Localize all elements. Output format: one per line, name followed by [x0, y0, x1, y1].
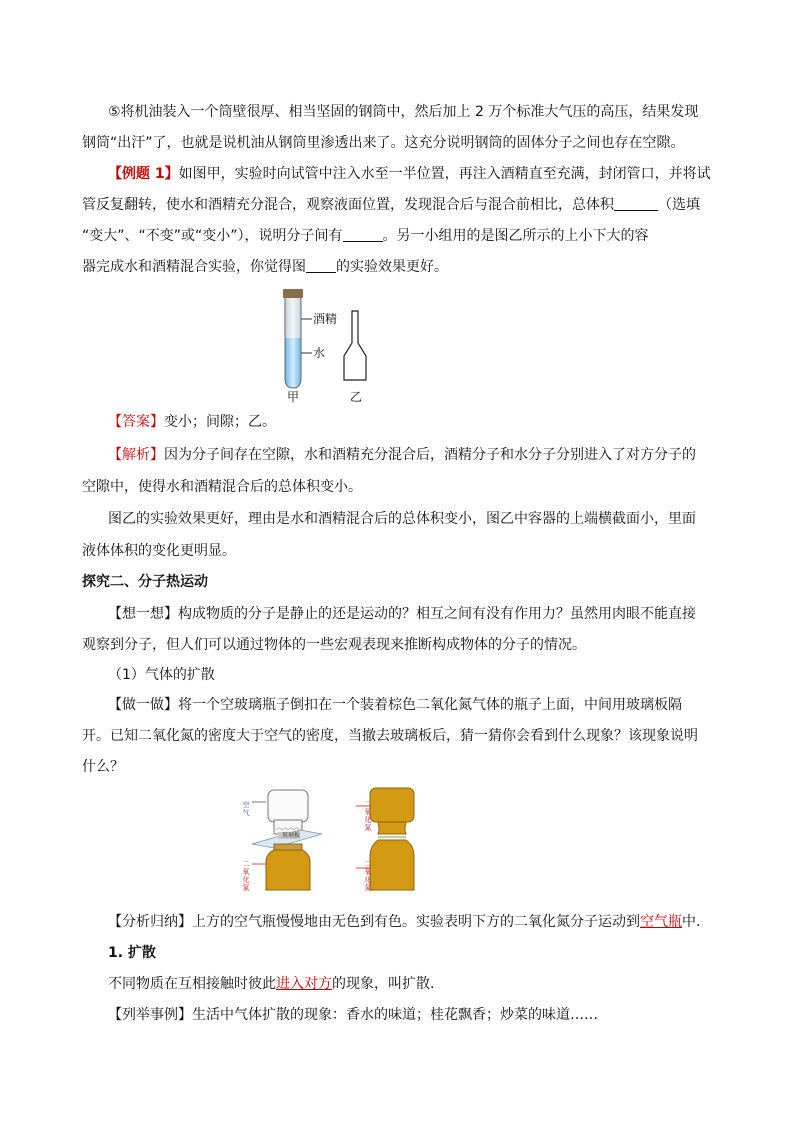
examples-line — [108, 1004, 598, 1026]
summary-text-end: 中. — [682, 914, 701, 930]
section-title: 探究二、分子热运动 — [82, 574, 208, 590]
diffusion-title: 1. 扩散 — [108, 945, 156, 961]
doit-line-1 — [108, 694, 682, 716]
think-line-1 — [108, 603, 696, 625]
water-label: 水 — [313, 346, 326, 360]
alcohol-label: 酒精 — [313, 312, 338, 326]
doit-tag: 【做一做】 — [108, 697, 178, 713]
answer-tag: 【答案】 — [108, 414, 164, 430]
subsection-title: （1）气体的扩散 — [108, 667, 215, 683]
answer-blank[interactable] — [343, 227, 383, 242]
doit-line-3: 什么？ — [82, 759, 124, 775]
think-tag: 【想一想】 — [108, 606, 178, 622]
diffusion-definition — [108, 973, 434, 995]
no2-label-right-bottom: 二氧化氮 — [364, 860, 372, 892]
answer-blank[interactable] — [614, 196, 658, 211]
doit-line-2: 开。已知二氧化氮的密度大于空气的密度，当撤去玻璃板后，猜一猜你会看到什么现象？该现象说明 — [82, 728, 698, 744]
example-line-1 — [108, 163, 711, 185]
example-tag: 【例题 1】 — [108, 166, 179, 182]
example-text: 的实验效果更好。 — [336, 259, 448, 275]
diffusion-diagram — [238, 786, 448, 894]
analysis-tag: 【解析】 — [108, 447, 164, 463]
summary-tag: 【分析归纳】 — [108, 914, 192, 930]
analysis-text: 因为分子间存在空隙，水和酒精充分混合后，酒精分子和水分子分别进入了对方分子的 — [164, 447, 696, 463]
example-line-2 — [82, 194, 700, 216]
no2-label-left: 二氧化氮 — [242, 860, 250, 892]
answer-blank[interactable] — [306, 258, 336, 273]
figure-yi-label: 乙 — [350, 390, 363, 404]
summary-text: 上方的空气瓶慢慢地由无色到有色。实验表明下方的二氧化氮分子运动到 — [192, 914, 640, 930]
summary-highlight: 空气瓶 — [640, 914, 682, 930]
example-line-4 — [82, 256, 448, 278]
answer-line — [108, 411, 276, 433]
test-tube-figure — [270, 286, 380, 406]
example-line-3 — [82, 225, 649, 247]
diffusion-figure — [238, 786, 448, 894]
example-text: 器完成水和酒精混合实验，你觉得图 — [82, 259, 306, 275]
think-text: 构成物质的分子是静止的还是运动的？相互之间有没有作用力？虽然用肉眼不能直接 — [178, 606, 696, 622]
analysis-line-2: 空隙中，使得水和酒精混合后的总体积变小。 — [82, 479, 362, 495]
example-text: 如图甲，实验时向试管中注入水至一半位置，再注入酒精直至充满，封闭管口，并将试 — [178, 166, 711, 182]
paragraph-line: ⑤将机油装入一个筒壁很厚、相当坚固的钢筒中，然后加上 2 万个标准大气压的高压，结果发现 — [108, 104, 699, 120]
doit-text: 将一个空玻璃瓶子倒扣在一个装着棕色二氧化氮气体的瓶子上面，中间用玻璃板隔 — [178, 697, 682, 713]
analysis-line-4: 液体体积的变化更明显。 — [82, 543, 236, 559]
example-text: 。另一小组用的是图乙所示的上小下大的容 — [382, 228, 649, 244]
examples-text: 生活中气体扩散的现象：香水的味道；桂花飘香；炒菜的味道…… — [192, 1007, 598, 1023]
no2-label-right-top: 二氧化氮 — [364, 800, 372, 832]
analysis-line-1 — [108, 444, 696, 466]
analysis-line-3: 图乙的实验效果更好，理由是水和酒精混合后的总体积变小，图乙中容器的上端横截面小，里面 — [108, 511, 696, 527]
think-line-2: 观察到分子，但人们可以通过物体的一些宏观表现来推断构成物体的分子的情况。 — [82, 637, 586, 653]
definition-highlight: 进入对方 — [276, 976, 332, 992]
glass-plate-label: 玻璃板 — [282, 832, 301, 839]
air-label: 空气 — [242, 801, 250, 817]
example-text: 管反复翻转，使水和酒精充分混合，观察液面位置，发现混合后与混合前相比，总体积 — [82, 197, 614, 213]
definition-text-end: 的现象，叫扩散. — [332, 976, 435, 992]
example-text: （选填 — [658, 197, 700, 213]
figure-jia-label: 甲 — [287, 390, 300, 404]
definition-text: 不同物质在互相接触时彼此 — [108, 976, 276, 992]
example-text: “变大”、“不变”或“变小”），说明分子间有 — [82, 228, 343, 244]
examples-tag: 【列举事例】 — [108, 1007, 192, 1023]
answer-text: 变小；间隙；乙。 — [164, 414, 276, 430]
paragraph-line: 钢筒“出汗”了，也就是说机油从钢筒里渗透出来了。这充分说明钢筒的固体分子之间也存在空隙。 — [82, 135, 685, 151]
summary-line — [108, 911, 700, 933]
